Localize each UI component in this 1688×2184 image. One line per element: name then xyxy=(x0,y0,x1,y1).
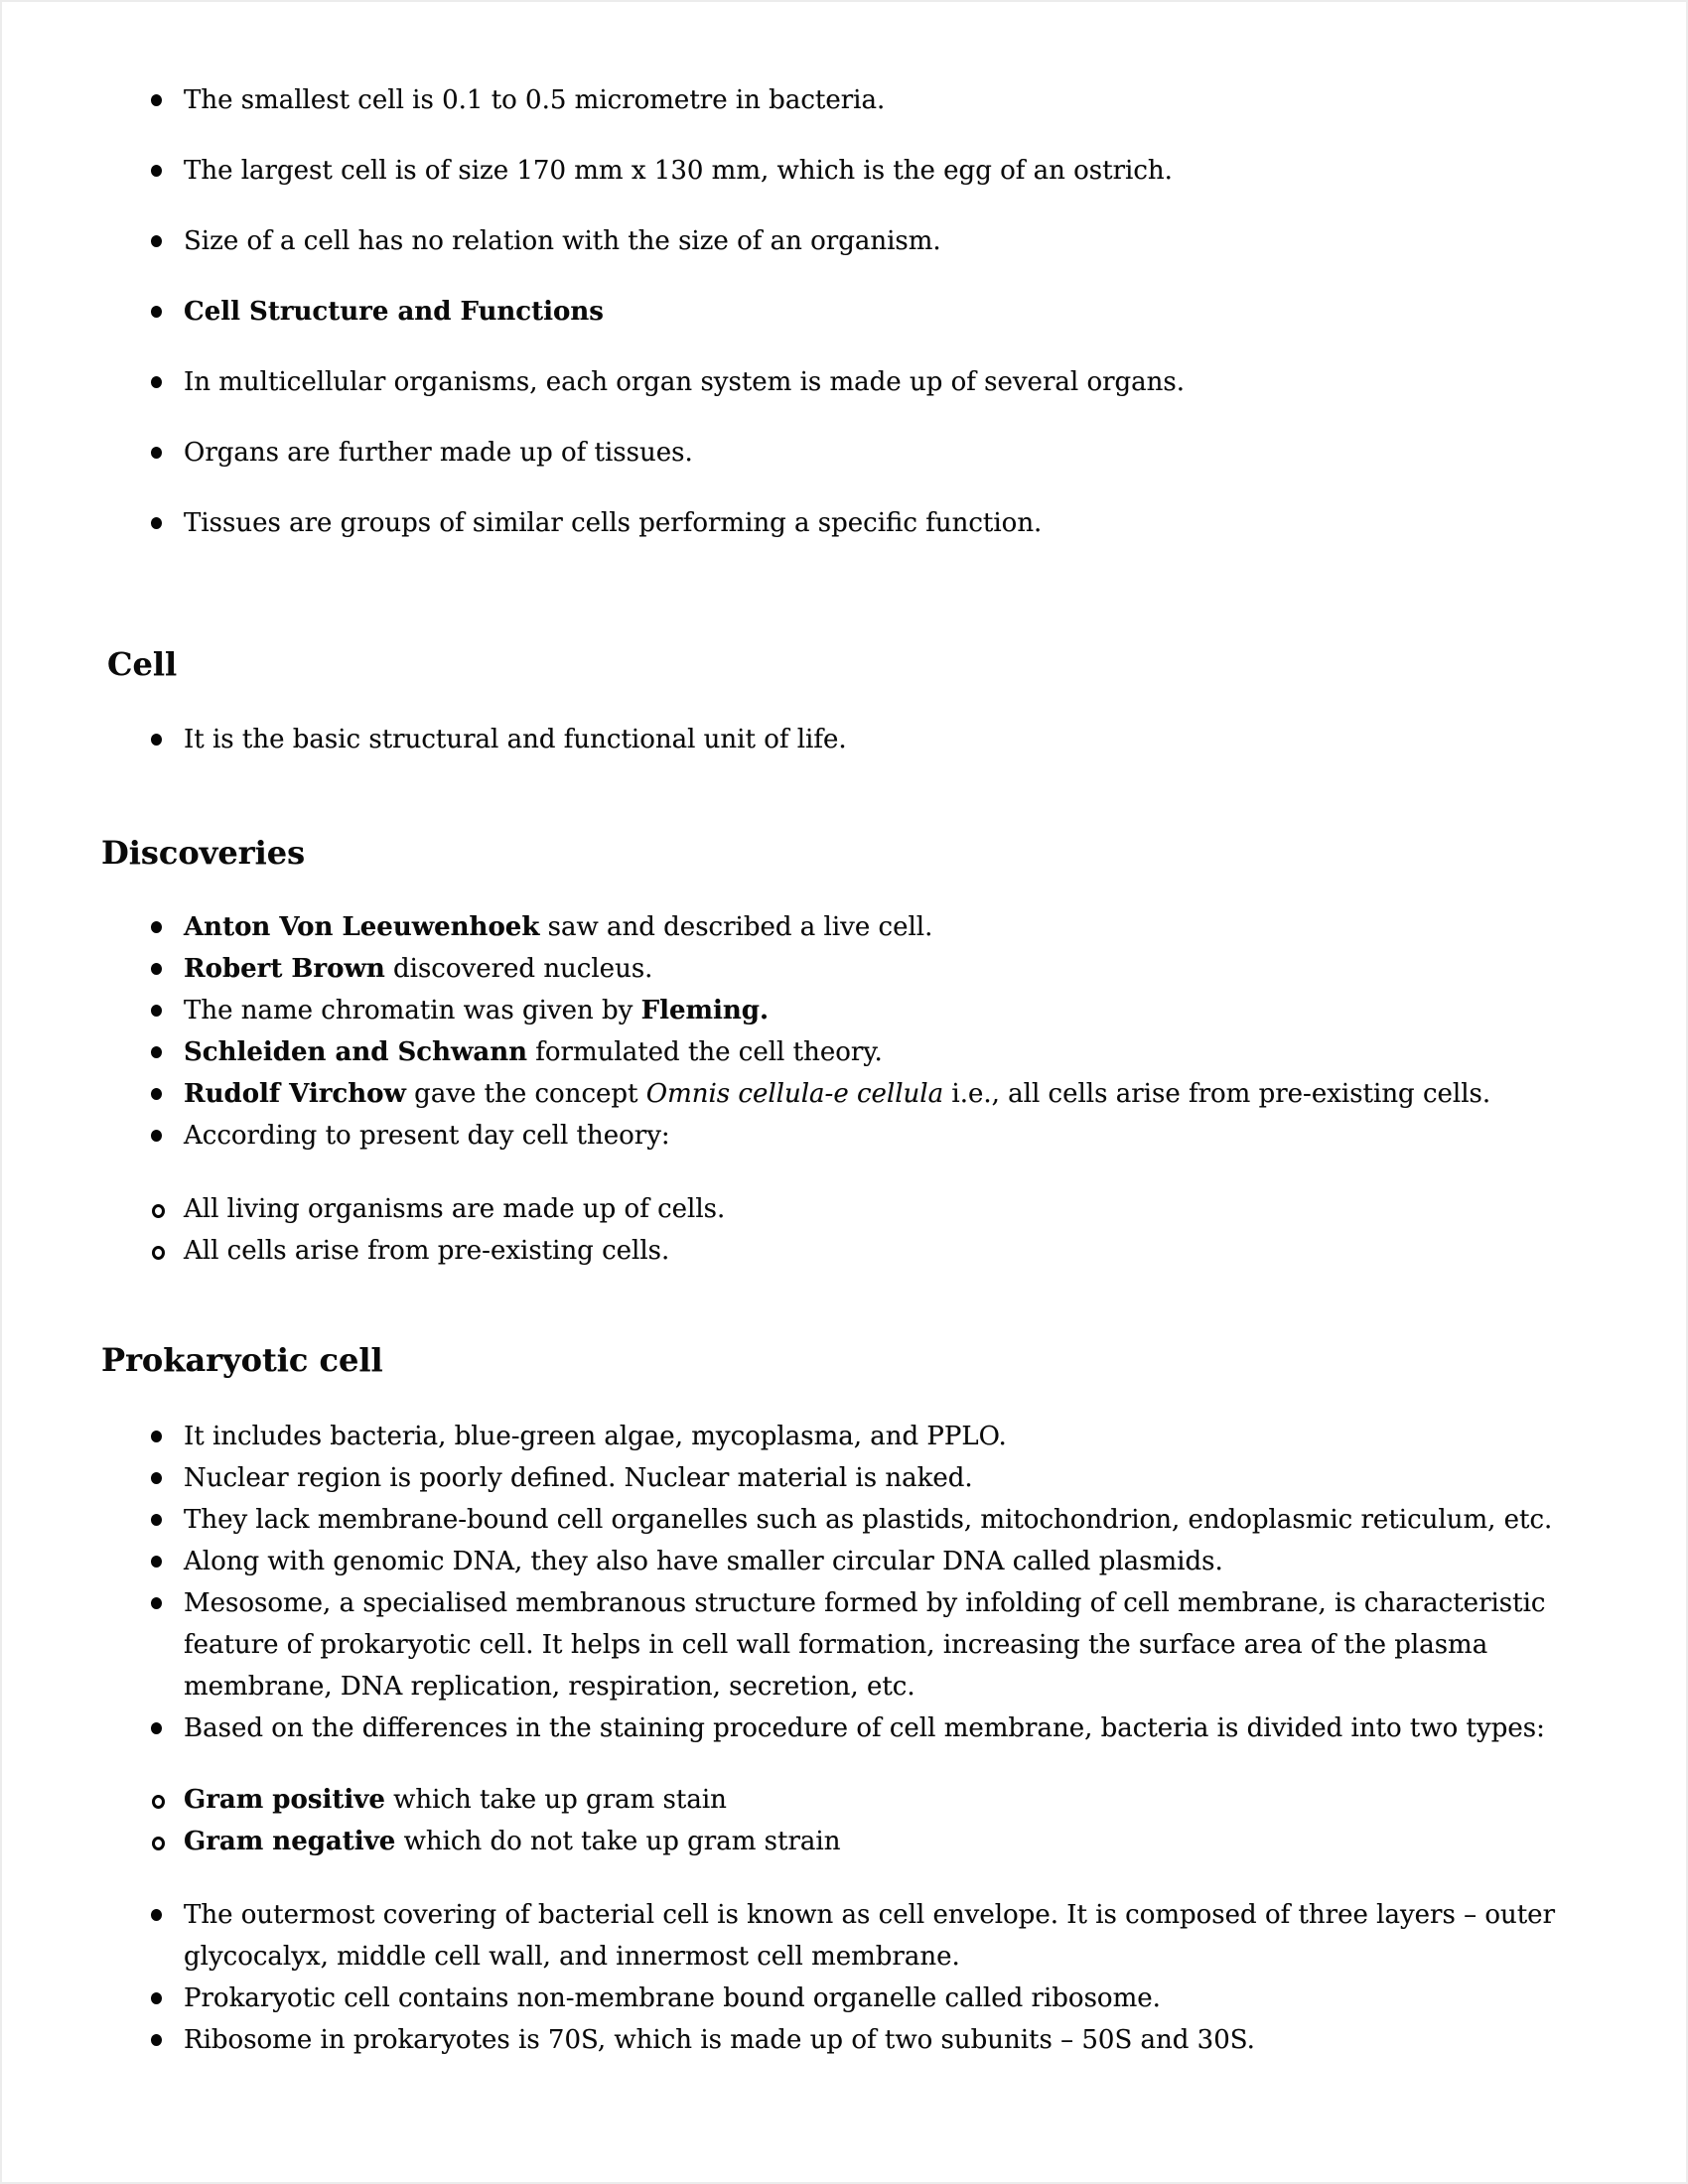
list-item-text: Based on the differences in the staining procedure of cell membrane, bacteria is divided into two types: xyxy=(184,1713,1545,1743)
list-item-text: Size of a cell has no relation with the size of an organism. xyxy=(184,226,941,256)
list-item-text: discovered nucleus. xyxy=(384,954,653,984)
list-item xyxy=(184,220,1185,262)
list-item xyxy=(184,1416,1577,1457)
list-item-text: which take up gram stain xyxy=(384,1785,727,1815)
list-item-text: saw and described a live cell. xyxy=(539,912,933,942)
list-item xyxy=(184,1541,1577,1582)
intro-list xyxy=(101,79,1185,544)
prokaryotic-list xyxy=(101,1416,1577,1749)
list-item-bold-text: Gram negative xyxy=(184,1827,396,1856)
list-item-bold-text: Gram positive xyxy=(184,1785,385,1815)
list-item xyxy=(184,2019,1577,2061)
list-item-text: Ribosome in prokaryotes is 70S, which is made up of two subunits – 50S and 30S. xyxy=(184,2025,1255,2055)
list-item-text: The name chromatin was given by xyxy=(184,996,641,1025)
list-item xyxy=(184,719,847,760)
list-item-text: It includes bacteria, blue-green algae, mycoplasma, and PPLO. xyxy=(184,1422,1007,1451)
notes-document xyxy=(2,2,1686,2061)
list-item-text: It is the basic structural and functional unit of life. xyxy=(184,725,847,754)
list-item xyxy=(184,1457,1577,1499)
cell-list xyxy=(101,719,847,760)
list-item-text: Tissues are groups of similar cells performing a specific function. xyxy=(184,508,1043,538)
list-item-bold-text: Cell Structure and Functions xyxy=(184,297,604,327)
list-item-text: They lack membrane-bound cell organelles such as plastids, mitochondrion, endoplasmic reticulum, etc. xyxy=(184,1505,1553,1535)
list-item xyxy=(184,1707,1577,1749)
list-item xyxy=(184,1230,725,1272)
list-item-text: Prokaryotic cell contains non-membrane bound organelle called ribosome. xyxy=(184,1983,1161,2013)
cell-theory-sublist xyxy=(101,1188,725,1272)
list-item xyxy=(184,150,1185,192)
list-item-text: Organs are further made up of tissues. xyxy=(184,438,693,468)
list-item-bold-text: Robert Brown xyxy=(184,954,385,984)
list-item xyxy=(184,1499,1577,1541)
list-item xyxy=(184,1073,1490,1115)
list-item xyxy=(184,1978,1577,2019)
list-item xyxy=(184,1821,840,1862)
list-item-text: According to present day cell theory: xyxy=(184,1121,670,1151)
list-item xyxy=(184,1894,1577,1978)
list-item-text: The largest cell is of size 170 mm x 130 mm, which is the egg of an ostrich. xyxy=(184,156,1173,186)
list-item-text: The smallest cell is 0.1 to 0.5 micrometre in bacteria. xyxy=(184,85,886,115)
list-item-text: All cells arise from pre-existing cells. xyxy=(184,1236,670,1266)
list-item xyxy=(184,990,1490,1031)
cell-envelope-list xyxy=(101,1894,1577,2061)
list-item-text: The outermost covering of bacterial cell is known as cell envelope. It is composed of three layers – outer glycocalyx, middle cell wall, and innermost cell membrane. xyxy=(184,1900,1555,1972)
list-item-text: Along with genomic DNA, they also have smaller circular DNA called plasmids. xyxy=(184,1547,1223,1576)
list-item xyxy=(184,906,1490,948)
list-item xyxy=(184,361,1185,403)
list-item-bold-text: Schleiden and Schwann xyxy=(184,1037,528,1067)
list-item-text: In multicellular organisms, each organ system is made up of several organs. xyxy=(184,367,1186,397)
list-item xyxy=(184,291,1185,333)
list-item xyxy=(184,502,1185,544)
list-item xyxy=(184,1582,1577,1707)
section-heading-prokaryotic-cell: Prokaryotic cell xyxy=(101,1341,383,1379)
list-item xyxy=(184,1031,1490,1073)
list-item xyxy=(184,79,1185,121)
list-item-text: which do not take up gram strain xyxy=(395,1827,841,1856)
list-item-text: formulated the cell theory. xyxy=(527,1037,883,1067)
list-item xyxy=(184,1115,1490,1157)
section-heading-cell: Cell xyxy=(107,645,178,683)
list-item-text: All living organisms are made up of cells. xyxy=(184,1194,726,1224)
section-heading-discoveries: Discoveries xyxy=(101,834,306,872)
list-item-text: i.e., all cells arise from pre-existing cells. xyxy=(943,1079,1491,1109)
list-item xyxy=(184,948,1490,990)
list-item xyxy=(184,432,1185,474)
list-item-text: Mesosome, a specialised membranous structure formed by infolding of cell membrane, is characteristic feature of prokaryotic cell. It helps in cell wall formation, increasing the surface area of the plasma membrane, DNA replication, respiration, secretion, etc. xyxy=(184,1588,1546,1702)
list-item xyxy=(184,1779,840,1821)
list-item-text: gave the concept xyxy=(405,1079,646,1109)
list-item-text: Nuclear region is poorly defined. Nuclear material is naked. xyxy=(184,1463,973,1493)
list-item-bold-text: Fleming. xyxy=(640,996,770,1025)
gram-sublist xyxy=(101,1779,840,1862)
list-item xyxy=(184,1188,725,1230)
list-item-bold-text: Anton Von Leeuwenhoek xyxy=(184,912,540,942)
list-item-bold-text: Rudolf Virchow xyxy=(184,1079,406,1109)
discoveries-list xyxy=(101,906,1490,1157)
list-item-italic-text: Omnis cellula-e cellula xyxy=(645,1079,944,1109)
